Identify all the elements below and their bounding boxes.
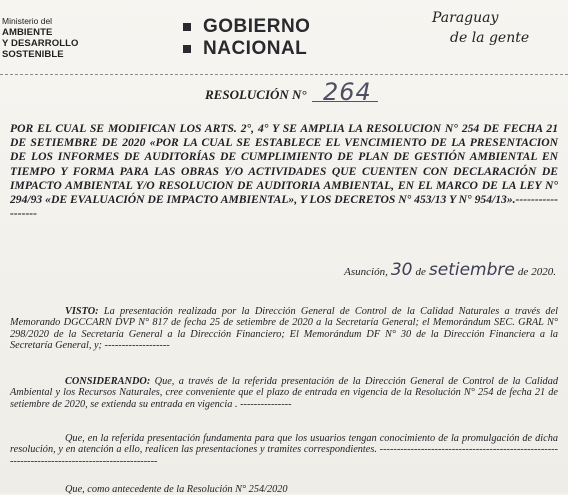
date-de-2: de (517, 266, 529, 278)
antecedente-text: Que, como antecedente de la Resolución N° 254/2020 (65, 484, 288, 495)
que-paragraph (10, 433, 558, 467)
ministry-line-2: AMBIENTE (2, 27, 53, 38)
header-divider (0, 74, 568, 75)
resolution-number-underline (312, 101, 378, 102)
visto-lead: VISTO: (65, 306, 99, 317)
ministry-line-3: Y DESARROLLO (2, 38, 79, 49)
resolution-number: 264 (323, 78, 372, 106)
considerando-paragraph (10, 376, 558, 410)
visto-paragraph (10, 306, 558, 352)
que-text: Que, en la referida presentación fundamenta para que los usuarios tengan conocimiento de la promulgación de dicha resolución, y en atención a ello, realicen las presentaciones y tramites correspondientes. ----------------------------------------------------------------------------------------------- (10, 433, 558, 467)
visto-text: La presentación realizada por la Dirección General de Control de la Calidad Naturales a través del Memorando DGCCARN DVP N° 817 de fecha 25 de setiembre de 2020 a la Secretaría General; el Memorándum SEC. GRAL N° 298/2020 de la Secretaría General a la Dirección Financiero; El Memorándum DF N° 30 de la Dirección Financiera a la Secretaría General, y; ------------------- (10, 306, 558, 352)
gobierno-nacional-logo (183, 16, 310, 60)
date-month: setiembre (428, 260, 515, 280)
resolution-date (344, 260, 556, 280)
resolution-label: RESOLUCIÓN N° (205, 87, 307, 102)
square-bullet-icon (183, 23, 191, 31)
date-year: 2020. (531, 266, 556, 278)
date-place: Asunción, (344, 266, 388, 278)
date-day: 30 (390, 260, 413, 280)
square-bullet-icon (183, 45, 191, 53)
ministry-logo-text (2, 16, 79, 60)
paraguay-slogan (432, 8, 542, 48)
considerando-lead: CONSIDERANDO: (65, 376, 151, 387)
resolution-subject: POR EL CUAL SE MODIFICAN LOS ARTS. 2°, 4° Y SE AMPLIA LA RESOLUCION N° 254 DE FECHA 21 DE SETIEMBRE DE 2020 «POR LA CUAL SE ESTABLECE EL VENCIMIENTO DE LA PRESENTACION DE LOS INFORMES DE AUDITORÍAS DE CUMPLIMIENTO DE PLAN DE GESTIÓN AMBIENTAL EN TIEMPO Y FORMA PARA LAS OBRAS Y/O ACTIVIDADES QUE CUENTEN CON DECLARACIÓN DE IMPACTO AMBIENTAL Y/O RESOLUCION DE AUDITORIA AMBIENTAL, EN EL MARCO DE LA LEY N° 294/93 «DE EVALUACIÓN DE IMPACTO AMBIENTAL», Y LOS DECRETOS N° 453/13 Y N° 954/13».------------------ (10, 122, 558, 221)
antecedente-paragraph (10, 484, 558, 495)
gov-line-1: GOBIERNO (203, 16, 311, 37)
considerando-text: Que, a través de la referida presentación de la Dirección General de Control de la Calidad Ambiental y los Recursos Naturales, cree conveniente que el plazo de entrada en vigencia de la Resolución N° 254 de fecha 21 de setiembre de 2020, se extienda su entrada en vigencia . --------------- (10, 376, 559, 410)
ministry-line-4: SOSTENIBLE (2, 49, 64, 60)
gov-line-2: NACIONAL (203, 38, 308, 59)
date-de-1: de (415, 266, 426, 278)
slogan-line-2: de la gente (450, 30, 530, 46)
ministry-line-1: Ministerio del (2, 16, 53, 26)
slogan-line-1: Paraguay (432, 10, 499, 26)
